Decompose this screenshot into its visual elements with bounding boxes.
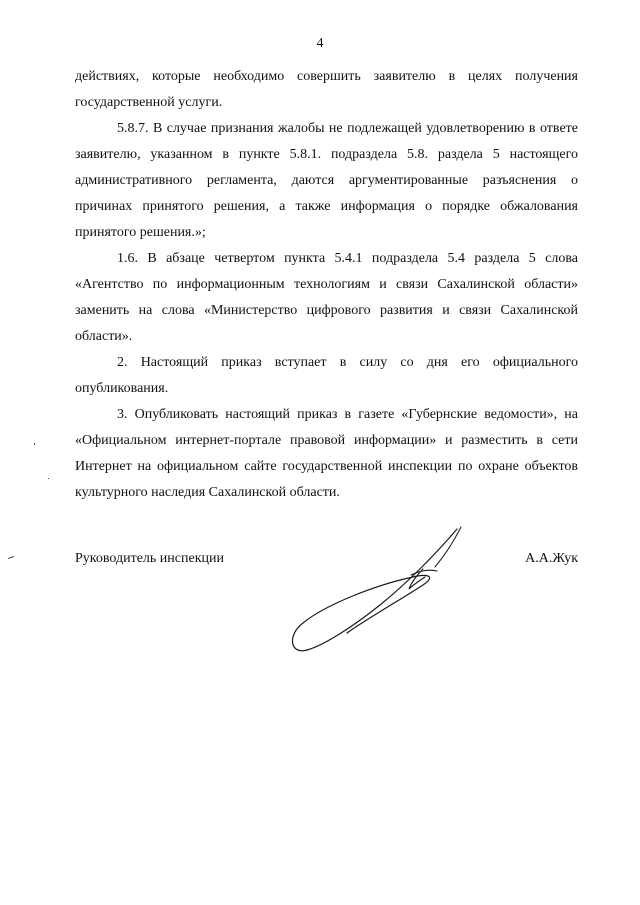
paragraph-1-6: 1.6. В абзаце четвертом пункта 5.4.1 подраздела 5.4 раздела 5 слова «Агентство по информационным технологиям и связи Сахалинской области» заменить на слова «Министерство цифрового развития и связи Сахалинской области». [75, 251, 578, 344]
signer-name: А.А.Жук [525, 551, 578, 566]
scan-speck [8, 556, 14, 559]
page-number: 4 [316, 36, 324, 51]
handwritten-signature [285, 525, 475, 660]
document-body [75, 64, 578, 506]
paragraph-continuation: действиях, которые необходимо совершить заявителю в целях получения государственной услуги. [75, 69, 578, 110]
scan-speck [48, 478, 49, 479]
scan-speck [34, 443, 35, 445]
paragraph-5-8-7: 5.8.7. В случае признания жалобы не подлежащей удовлетворению в ответе заявителю, указанном в пункте 5.8.1. подраздела 5.8. раздела 5 настоящего административного регламента, даются аргументированные разъяснения о причинах принятого решения, а также информация о порядке обжалования принятого решения.»; [75, 121, 578, 240]
paragraph-3: 3. Опубликовать настоящий приказ в газете «Губернские ведомости», на «Официальном интернет-портале правовой информации» и разместить в сети Интернет на официальном сайте государственной инспекции по охране объектов культурного наследия Сахалинской области. [75, 407, 578, 500]
paragraph-2: 2. Настоящий приказ вступает в силу со дня его официального опубликования. [75, 355, 578, 396]
signer-title: Руководитель инспекции [75, 551, 224, 566]
